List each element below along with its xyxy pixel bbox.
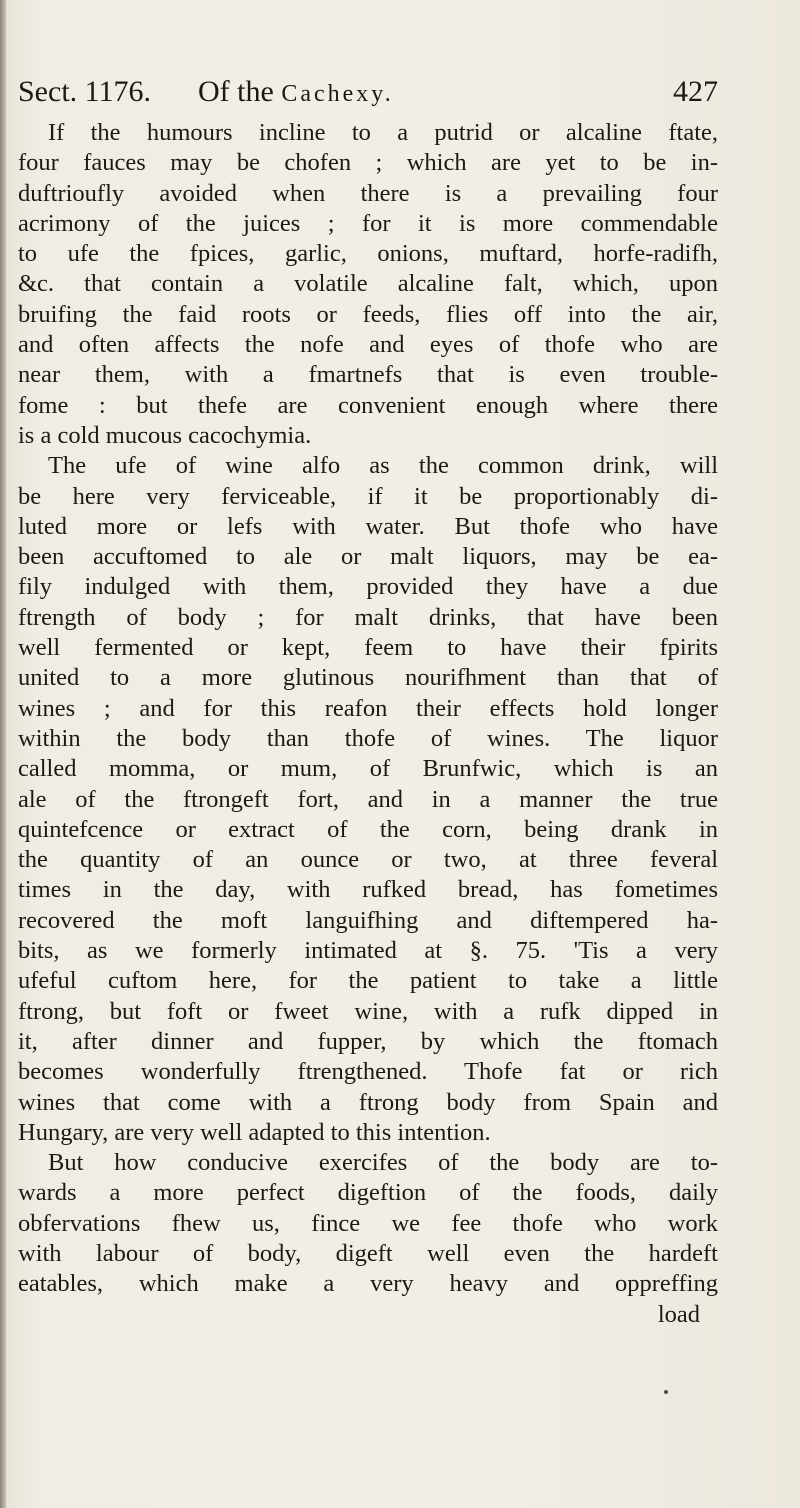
- text-line: times in the day, with rufked bread, has fometimes: [18, 876, 718, 904]
- text-line: near them, with a fmartnefs that is even trouble-: [18, 361, 718, 389]
- text-line: bruifing the faid roots or feeds, flies off into the air,: [18, 300, 718, 328]
- text-line: But how conducive exercifes of the body are to-: [48, 1149, 718, 1177]
- text-line: ftrong, but foft or fweet wine, with a rufk dipped in: [18, 997, 718, 1025]
- catchword: load: [657, 1300, 700, 1328]
- chapter-title: [198, 72, 394, 114]
- text-line: to ufe the fpices, garlic, onions, muftard, horfe-radifh,: [18, 240, 718, 268]
- body-text: [18, 118, 718, 1330]
- text-line: recovered the moft languifhing and diftempered ha-: [18, 906, 718, 934]
- text-line: the quantity of an ounce or two, at three feveral: [18, 846, 718, 874]
- text-line: &c. that contain a volatile alcaline falt, which, upon: [18, 270, 718, 298]
- text-line: wines that come with a ftrong body from Spain and: [18, 1088, 718, 1116]
- text-line: acrimony of the juices ; for it is more commendable: [18, 209, 718, 237]
- chapter-title-main: Cachexy.: [281, 81, 394, 107]
- text-line: bits, as we formerly intimated at §. 75. 'Tis a very: [18, 937, 718, 965]
- text-line: becomes wonderfully ftrengthened. Thofe fat or rich: [18, 1058, 718, 1086]
- page-spine-shadow: [0, 0, 6, 1508]
- text-line: eatables, which make a very heavy and oppreffing: [18, 1270, 718, 1298]
- text-line: ufeful cuftom here, for the patient to take a little: [18, 967, 718, 995]
- text-line: wines ; and for this reafon their effects hold longer: [18, 694, 718, 722]
- text-line: wards a more perfect digeftion of the foods, daily: [18, 1179, 718, 1207]
- text-line: fily indulged with them, provided they have a due: [18, 573, 718, 601]
- text-line: united to a more glutinous nourifhment than that of: [18, 664, 718, 692]
- ink-speck: [664, 1390, 668, 1394]
- text-line: four fauces may be chofen ; which are yet to be in-: [18, 149, 718, 177]
- text-line: Hungary, are very well adapted to this intention.: [18, 1118, 491, 1146]
- text-line: duftrioufly avoided when there is a prevailing four: [18, 179, 718, 207]
- text-line: obfervations fhew us, fince we fee thofe who work: [18, 1209, 718, 1237]
- text-line: is a cold mucous cacochymia.: [18, 421, 312, 449]
- text-line: and often affects the nofe and eyes of thofe who are: [18, 331, 718, 359]
- text-line: been accuftomed to ale or malt liquors, may be ea-: [18, 543, 718, 571]
- text-line: within the body than thofe of wines. The liquor: [18, 724, 718, 752]
- text-line: it, after dinner and fupper, by which the ftomach: [18, 1027, 718, 1055]
- text-line: ftrength of body ; for malt drinks, that have been: [18, 603, 718, 631]
- page-number: 427: [673, 75, 718, 108]
- running-header: [18, 72, 718, 112]
- text-line: with labour of body, digeft well even the hardeft: [18, 1239, 718, 1267]
- section-number: Sect. 1176.: [18, 75, 152, 108]
- chapter-title-prefix: Of the: [198, 75, 274, 108]
- text-line: quintefcence or extract of the corn, being drank in: [18, 815, 718, 843]
- text-line: luted more or lefs with water. But thofe who have: [18, 512, 718, 540]
- text-line: ale of the ftrongeft fort, and in a manner the true: [18, 785, 718, 813]
- text-line: well fermented or kept, feem to have their fpirits: [18, 634, 718, 662]
- text-line: be here very ferviceable, if it be proportionably di-: [18, 482, 718, 510]
- text-line: The ufe of wine alfo as the common drink, will: [48, 452, 718, 480]
- text-line: called momma, or mum, of Brunfwic, which is an: [18, 755, 718, 783]
- text-line: If the humours incline to a putrid or alcaline ftate,: [48, 119, 718, 146]
- text-line: fome : but thefe are convenient enough where there: [18, 391, 718, 419]
